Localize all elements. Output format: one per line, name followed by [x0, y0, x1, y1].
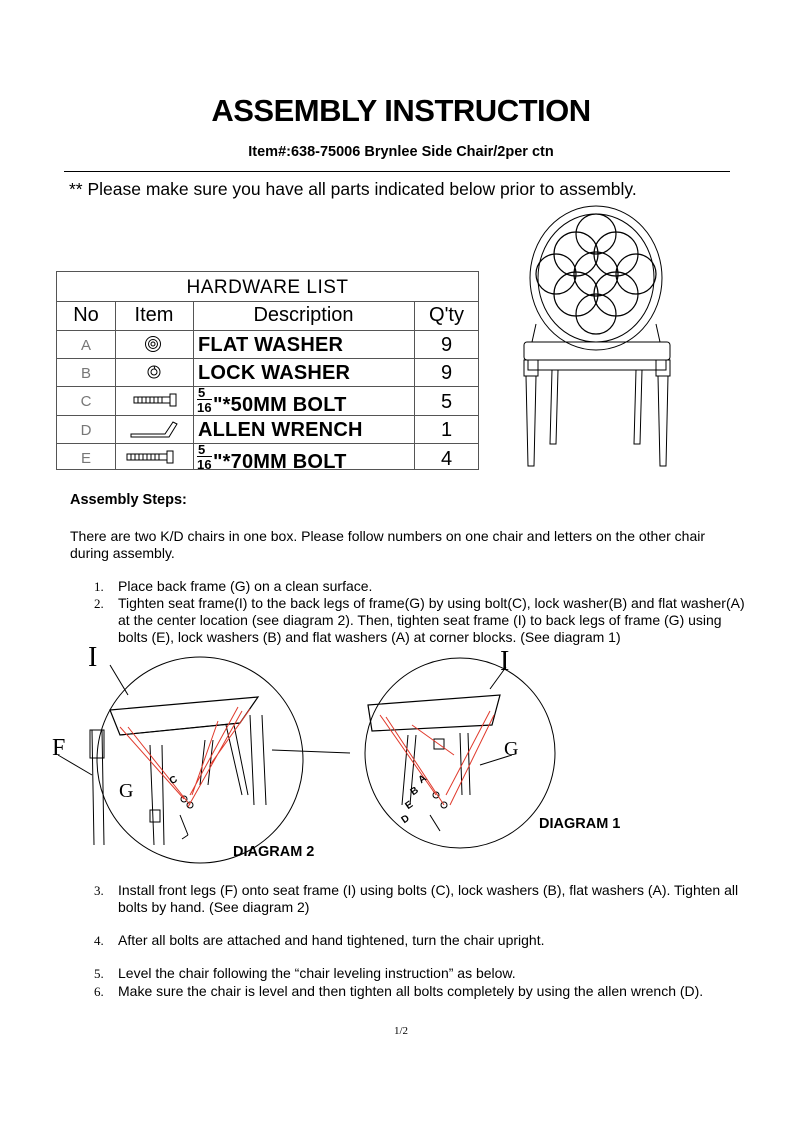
row-b-description: LOCK WASHER [198, 362, 351, 384]
col-item: Item [134, 304, 174, 326]
parts-notice: ** Please make sure you have all parts indicated below prior to assembly. [69, 179, 637, 199]
assembly-steps-heading: Assembly Steps: [70, 492, 187, 508]
hardware-list-table [56, 271, 479, 473]
flat-washer-icon [144, 335, 162, 353]
diag-letter-i-left: I [88, 642, 98, 673]
diag-mark-b: B [408, 784, 421, 799]
row-c-description: $\frac{5}{16}$ "*50MM BOLT [197, 385, 347, 416]
row-c-fraction: $\frac{5}{16}$ [197, 385, 212, 415]
row-c-qty: 5 [440, 391, 453, 413]
diag-letter-g-right: G [504, 738, 519, 760]
row-a-qty: 9 [440, 334, 453, 356]
diag-letter-g-left: G [119, 780, 134, 802]
row-c-no: C [80, 393, 92, 410]
col-no: No [73, 304, 99, 326]
hardware-list-title: HARDWARE LIST [57, 272, 478, 302]
page-title: ASSEMBLY INSTRUCTION [211, 93, 591, 128]
row-d-description: ALLEN WRENCH [198, 419, 363, 441]
diag-mark-a: A [416, 772, 429, 787]
row-e-qty: 4 [440, 448, 453, 470]
diag-mark-c: C [167, 773, 180, 788]
diagram-2-label: DIAGRAM 2 [233, 844, 315, 860]
row-d-no: D [80, 422, 92, 439]
diag-letter-f: F [52, 735, 66, 761]
assembly-intro: There are two K/D chairs in one box. Please follow numbers on one chair and letters on the other chair during assembly. [70, 528, 706, 561]
diag-mark-d: D [399, 812, 412, 827]
short-bolt-icon [132, 393, 180, 407]
row-e-description: $\frac{5}{16}$ "*70MM BOLT [197, 442, 347, 473]
diagram-1-label: DIAGRAM 1 [539, 816, 621, 832]
row-a-description: FLAT WASHER [198, 334, 344, 356]
row-a-no: A [80, 337, 91, 354]
page-number: 1/2 [393, 1025, 409, 1037]
chair-illustration [512, 204, 682, 472]
row-e-no: E [80, 450, 91, 467]
item-subtitle: Item#:638-75006 Brynlee Side Chair/2per ctn [248, 144, 554, 160]
diag-mark-e: E [403, 799, 416, 812]
diag-letter-i-right: I [500, 646, 510, 677]
assembly-diagrams [50, 645, 650, 865]
col-description: Description [253, 304, 354, 326]
row-e-fraction: $\frac{5}{16}$ [197, 442, 212, 472]
header-divider [64, 171, 730, 172]
allen-wrench-icon [127, 418, 181, 440]
row-b-no: B [80, 365, 91, 382]
lock-washer-icon [146, 364, 162, 380]
long-bolt-icon [125, 450, 177, 464]
row-b-qty: 9 [440, 362, 453, 384]
col-qty: Q'ty [429, 304, 464, 326]
row-d-qty: 1 [440, 419, 453, 441]
